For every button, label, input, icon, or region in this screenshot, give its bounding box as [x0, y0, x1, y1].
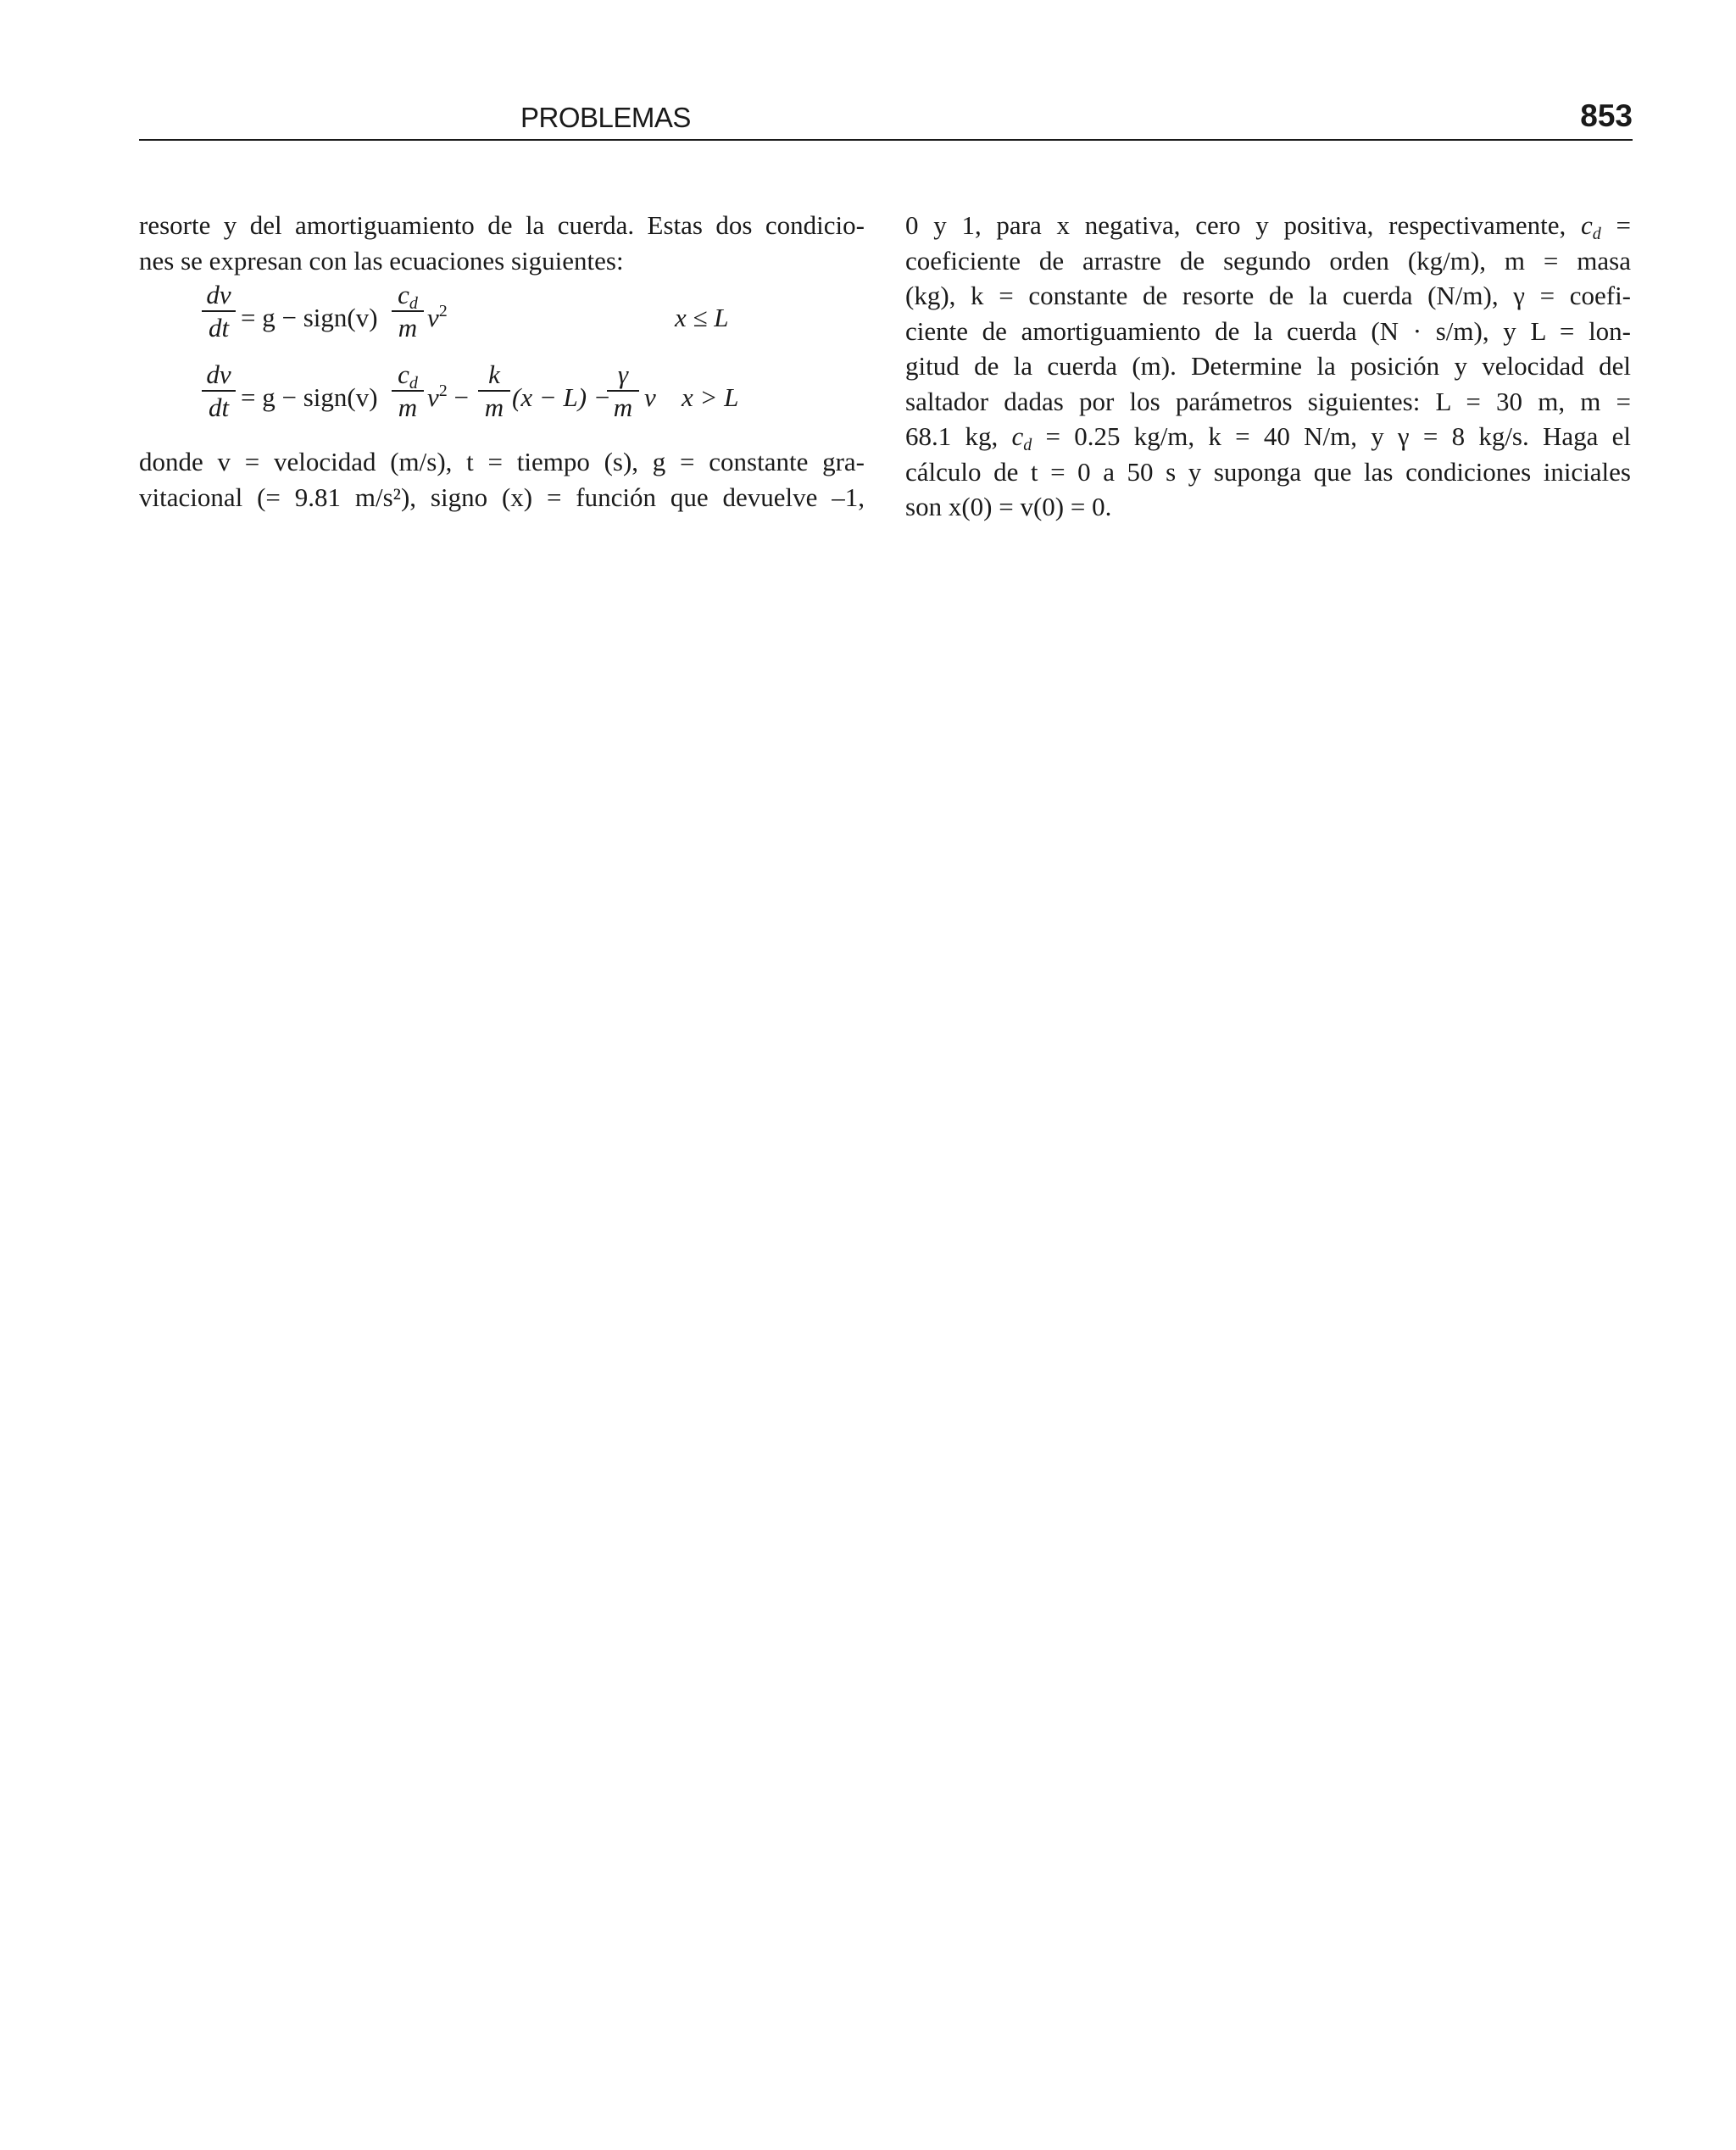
problem-line: ciente de amortiguamiento de la cuerda (N · s/m), y L = lon- — [905, 315, 1631, 346]
equation-block — [139, 280, 865, 439]
eq1-lhs-den: dt — [208, 313, 230, 343]
problem-line: saltador dadas por los parámetros siguientes: L = 30 m, m = — [905, 386, 1631, 416]
page-number: 853 — [1580, 98, 1633, 133]
definitions-line-1: donde v = velocidad (m/s), t = tiempo (s), g = constante gra- — [139, 447, 865, 476]
running-header — [139, 95, 1633, 141]
eq2-spring-fraction: k m — [478, 359, 510, 424]
equation-2 — [139, 359, 865, 439]
eq2-drag-fraction: $c_d$ m — [392, 359, 424, 424]
equation-1 — [139, 280, 865, 359]
section-title: PROBLEMAS — [520, 102, 691, 133]
left-column — [139, 208, 865, 515]
definitions-line-2: vitacional (= 9.81 m/s²), signo (x) = función que devuelve –1, — [139, 482, 865, 512]
problem-line: cálculo de t = 0 a 50 s y suponga que las condiciones iniciales — [905, 456, 1631, 487]
problem-paragraph — [905, 208, 1631, 525]
eq2-tail: v — [644, 382, 656, 412]
eq1-middle: = g − sign(v) — [241, 303, 378, 332]
intro-line-2: nes se expresan con las ecuaciones siguientes: — [139, 245, 624, 276]
eq1-lhs-num: dv — [206, 280, 231, 309]
right-column — [905, 208, 1631, 525]
problem-line: 68.1 kg, $c_d = 0.25$ kg/m, k = 40 N/m, y γ = 8 kg/s. Haga el — [905, 421, 1631, 454]
problem-line: coeficiente de arrastre de segundo orden (kg/m), m = masa — [905, 245, 1631, 276]
problem-line: 0 y 1, para x negativa, cero y positiva, respectivamente, $c_d$ = — [905, 210, 1631, 243]
eq2-lhs-fraction: dv dt — [202, 359, 236, 424]
intro-line-1: resorte y del amortiguamiento de la cuerda. Estas dos condicio- — [139, 210, 865, 240]
problem-line: (kg), k = constante de resorte de la cuerda (N/m), γ = coefi- — [905, 281, 1631, 310]
problem-line: son x(0) = v(0) = 0. — [905, 492, 1112, 521]
intro-paragraph — [139, 208, 865, 278]
definitions-paragraph — [139, 444, 865, 515]
eq2-damping-fraction: γ m — [607, 359, 639, 424]
eq2-stretch: (x − L) − — [512, 382, 611, 412]
eq1-drag-fraction: $c_d$ m — [392, 280, 424, 344]
eq2-v-squared: $v^2$ − — [427, 382, 469, 412]
eq2-condition: x > L — [682, 382, 739, 412]
problem-line: gitud de la cuerda (m). Determine la posición y velocidad del — [905, 351, 1631, 381]
eq2-middle: = g − sign(v) — [241, 382, 378, 412]
eq1-lhs-fraction — [202, 280, 236, 344]
eq1-condition: x ≤ L — [675, 303, 729, 332]
eq1-tail: $v^2$ — [427, 302, 448, 332]
